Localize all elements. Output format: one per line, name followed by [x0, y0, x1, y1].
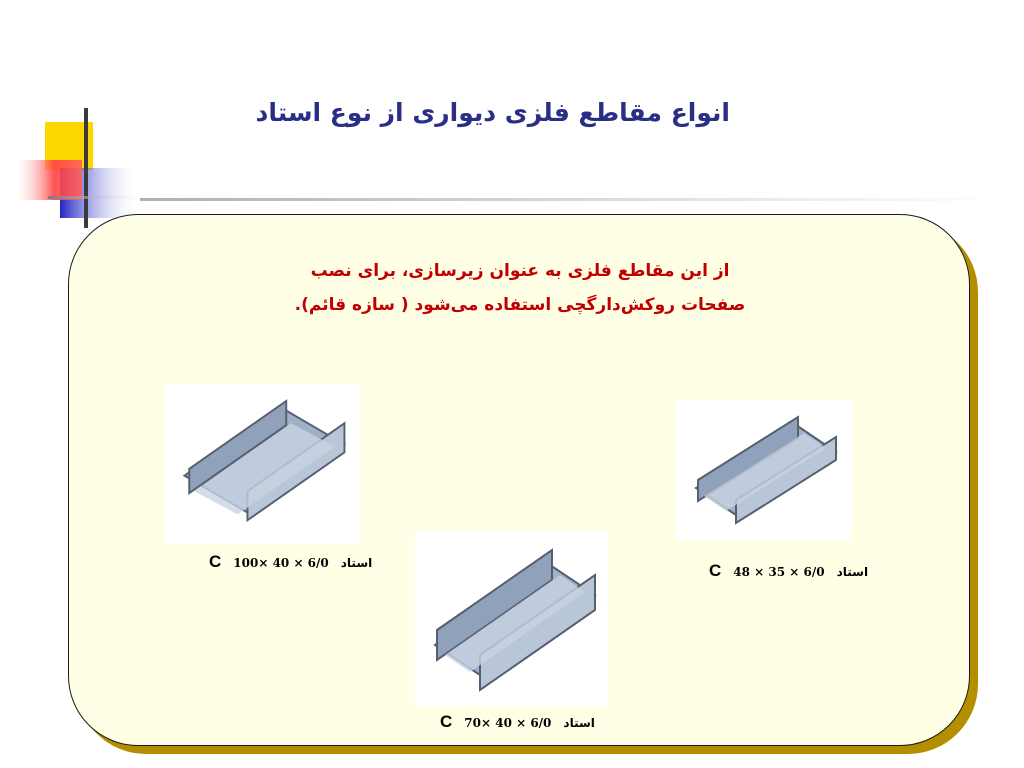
intro-line-2: صفحات روکش‌دارگچی استفاده می‌شود ( سازه قائم).	[294, 295, 746, 315]
caption-48	[709, 561, 868, 581]
caption-100-letter: C	[209, 552, 222, 571]
intro-line-1: از این مقاطع فلزی به عنوان زیرسازی، برای نصب	[310, 261, 730, 281]
stud-profile-image-70	[415, 530, 608, 706]
caption-100	[209, 552, 372, 572]
caption-48-size: 48 × 35 × 6/0	[733, 565, 825, 579]
c-channel-illustration	[415, 530, 608, 706]
caption-70-size: 70× 40 × 6/0	[464, 716, 552, 730]
c-channel-illustration	[165, 384, 359, 544]
caption-70	[440, 712, 595, 732]
stud-profile-image-48	[676, 400, 852, 540]
header-divider	[140, 198, 1000, 201]
intro-text	[230, 254, 810, 322]
caption-100-size: 100× 40 × 6/0	[233, 556, 329, 570]
c-channel-illustration	[676, 400, 852, 540]
caption-100-name: استاد	[340, 556, 373, 570]
caption-48-letter: C	[709, 561, 722, 580]
caption-48-name: استاد	[836, 565, 869, 579]
corner-decoration	[0, 100, 150, 230]
caption-70-letter: C	[440, 712, 453, 731]
stud-profile-image-100	[165, 384, 359, 544]
slide-title: انواع مقاطع فلزی دیواری از نوع استاد	[255, 98, 730, 127]
caption-70-name: استاد	[563, 716, 595, 730]
